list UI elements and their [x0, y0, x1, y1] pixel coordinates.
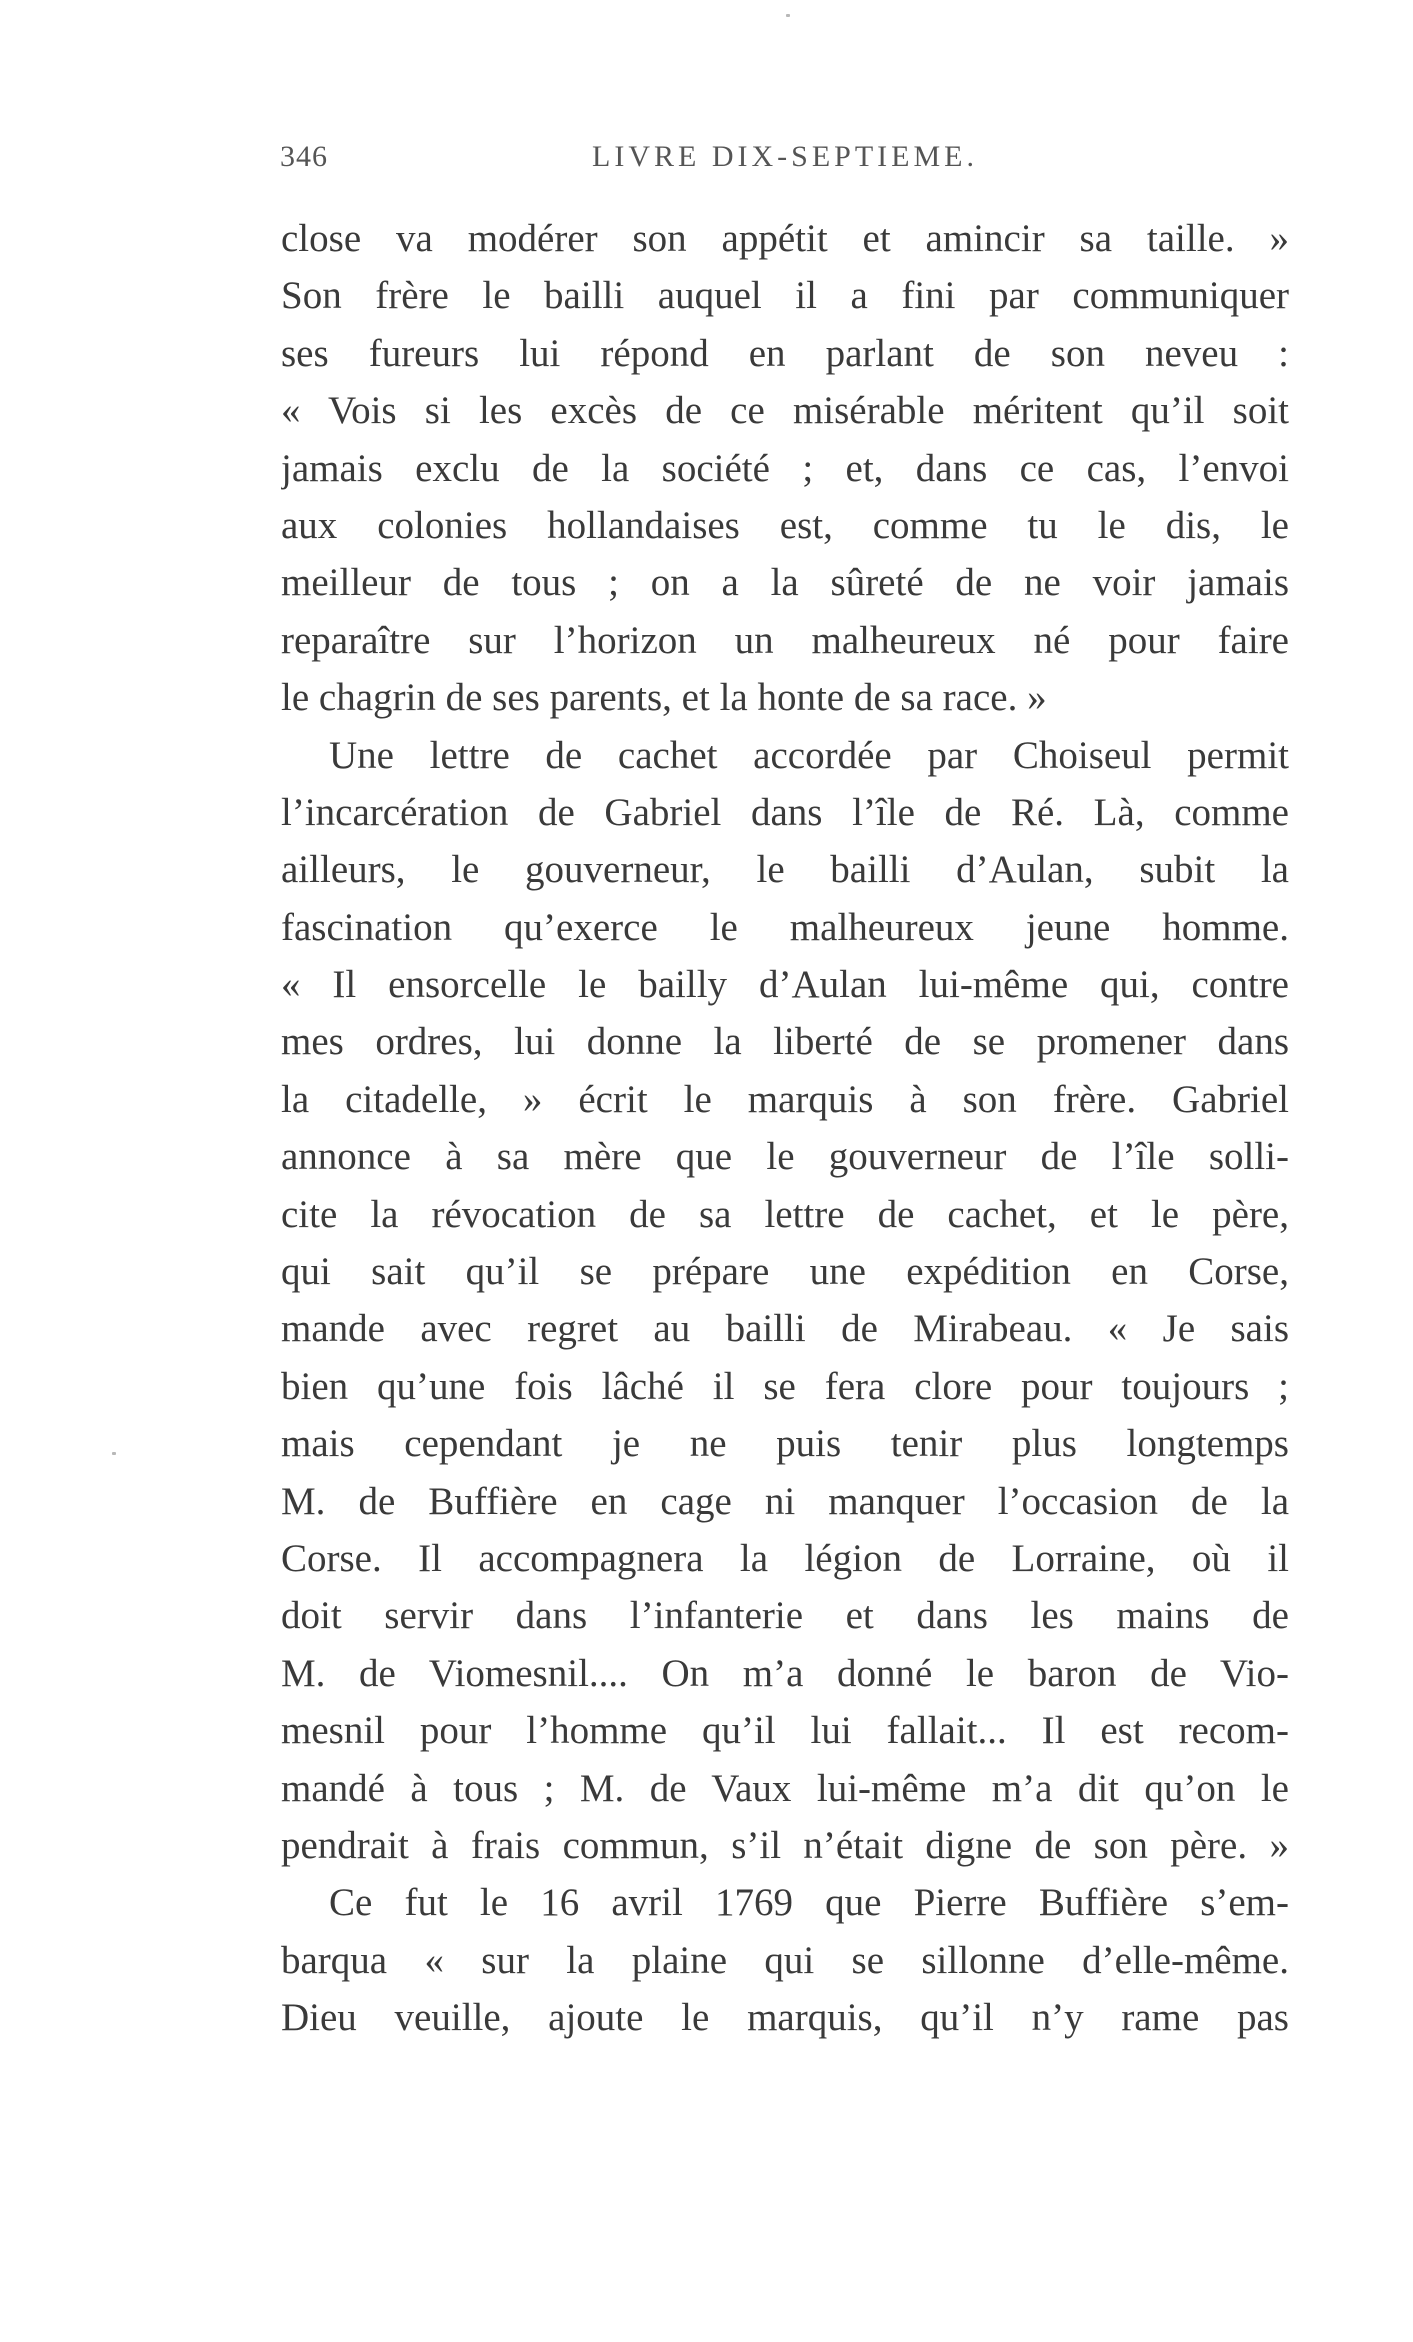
text-line: bien qu’une fois lâché il se fera clore pour toujours ; — [281, 1364, 1289, 1408]
paper-speck — [112, 1452, 116, 1455]
text-line: la citadelle, » écrit le marquis à son frère. Gabriel — [281, 1077, 1289, 1121]
text-line: jamais exclu de la société ; et, dans ce cas, l’envoi — [281, 446, 1289, 490]
text-line: meilleur de tous ; on a la sûreté de ne voir jamais — [281, 561, 1289, 605]
text-line: reparaître sur l’horizon un malheureux né pour faire — [281, 618, 1289, 662]
text-line: l’incarcération de Gabriel dans l’île de Ré. Là, comme — [281, 790, 1289, 834]
text-line: « Il ensorcelle le bailly d’Aulan lui-même qui, contre — [281, 963, 1289, 1007]
text-line: ailleurs, le gouverneur, le bailli d’Aulan, subit la — [281, 848, 1289, 892]
text-line: Une lettre de cachet accordée par Choiseul permit — [329, 733, 1289, 777]
page-number: 346 — [280, 140, 328, 173]
running-head — [280, 140, 1290, 190]
text-line: barqua « sur la plaine qui se sillonne d’elle-même. — [281, 1938, 1289, 1982]
text-line: aux colonies hollandaises est, comme tu le dis, le — [281, 503, 1289, 547]
text-line: mes ordres, lui donne la liberté de se promener dans — [281, 1020, 1289, 1064]
text-line: Dieu veuille, ajoute le marquis, qu’il n’y rame pas — [281, 1996, 1289, 2040]
text-line: Ce fut le 16 avril 1769 que Pierre Buffière s’em- — [329, 1881, 1289, 1925]
text-line: mande avec regret au bailli de Mirabeau. « Je sais — [281, 1307, 1289, 1351]
text-line: doit servir dans l’infanterie et dans les mains de — [281, 1594, 1289, 1638]
text-line: « Vois si les excès de ce misérable méritent qu’il soit — [281, 389, 1289, 433]
body-text — [281, 210, 1289, 2047]
text-line: close va modérer son appétit et amincir sa taille. » — [281, 217, 1289, 260]
text-line: mesnil pour l’homme qu’il lui fallait... Il est recom- — [281, 1709, 1289, 1753]
text-line: Corse. Il accompagnera la légion de Lorraine, où il — [281, 1536, 1289, 1580]
text-line: pendrait à frais commun, s’il n’était digne de son père. » — [281, 1823, 1289, 1867]
text-line: mandé à tous ; M. de Vaux lui-même m’a dit qu’on le — [281, 1766, 1289, 1810]
paper-speck — [786, 14, 790, 17]
text-line: le chagrin de ses parents, et la honte de sa race. » — [281, 676, 1047, 720]
text-line: M. de Viomesnil.... On m’a donné le baron de Vio- — [281, 1651, 1289, 1695]
text-line: M. de Buffière en cage ni manquer l’occasion de la — [281, 1479, 1289, 1523]
text-line: fascination qu’exerce le malheureux jeune homme. — [281, 905, 1289, 949]
text-line: mais cependant je ne puis tenir plus longtemps — [281, 1422, 1289, 1466]
text-line: qui sait qu’il se prépare une expédition en Corse, — [281, 1250, 1289, 1294]
text-line: Son frère le bailli auquel il a fini par communiquer — [281, 274, 1289, 318]
text-line: ses fureurs lui répond en parlant de son neveu : — [281, 331, 1289, 375]
text-line: cite la révocation de sa lettre de cachet, et le père, — [281, 1192, 1289, 1236]
running-title: LIVRE DIX-SEPTIEME. — [592, 140, 978, 173]
text-line: annonce à sa mère que le gouverneur de l’île solli- — [281, 1135, 1289, 1179]
